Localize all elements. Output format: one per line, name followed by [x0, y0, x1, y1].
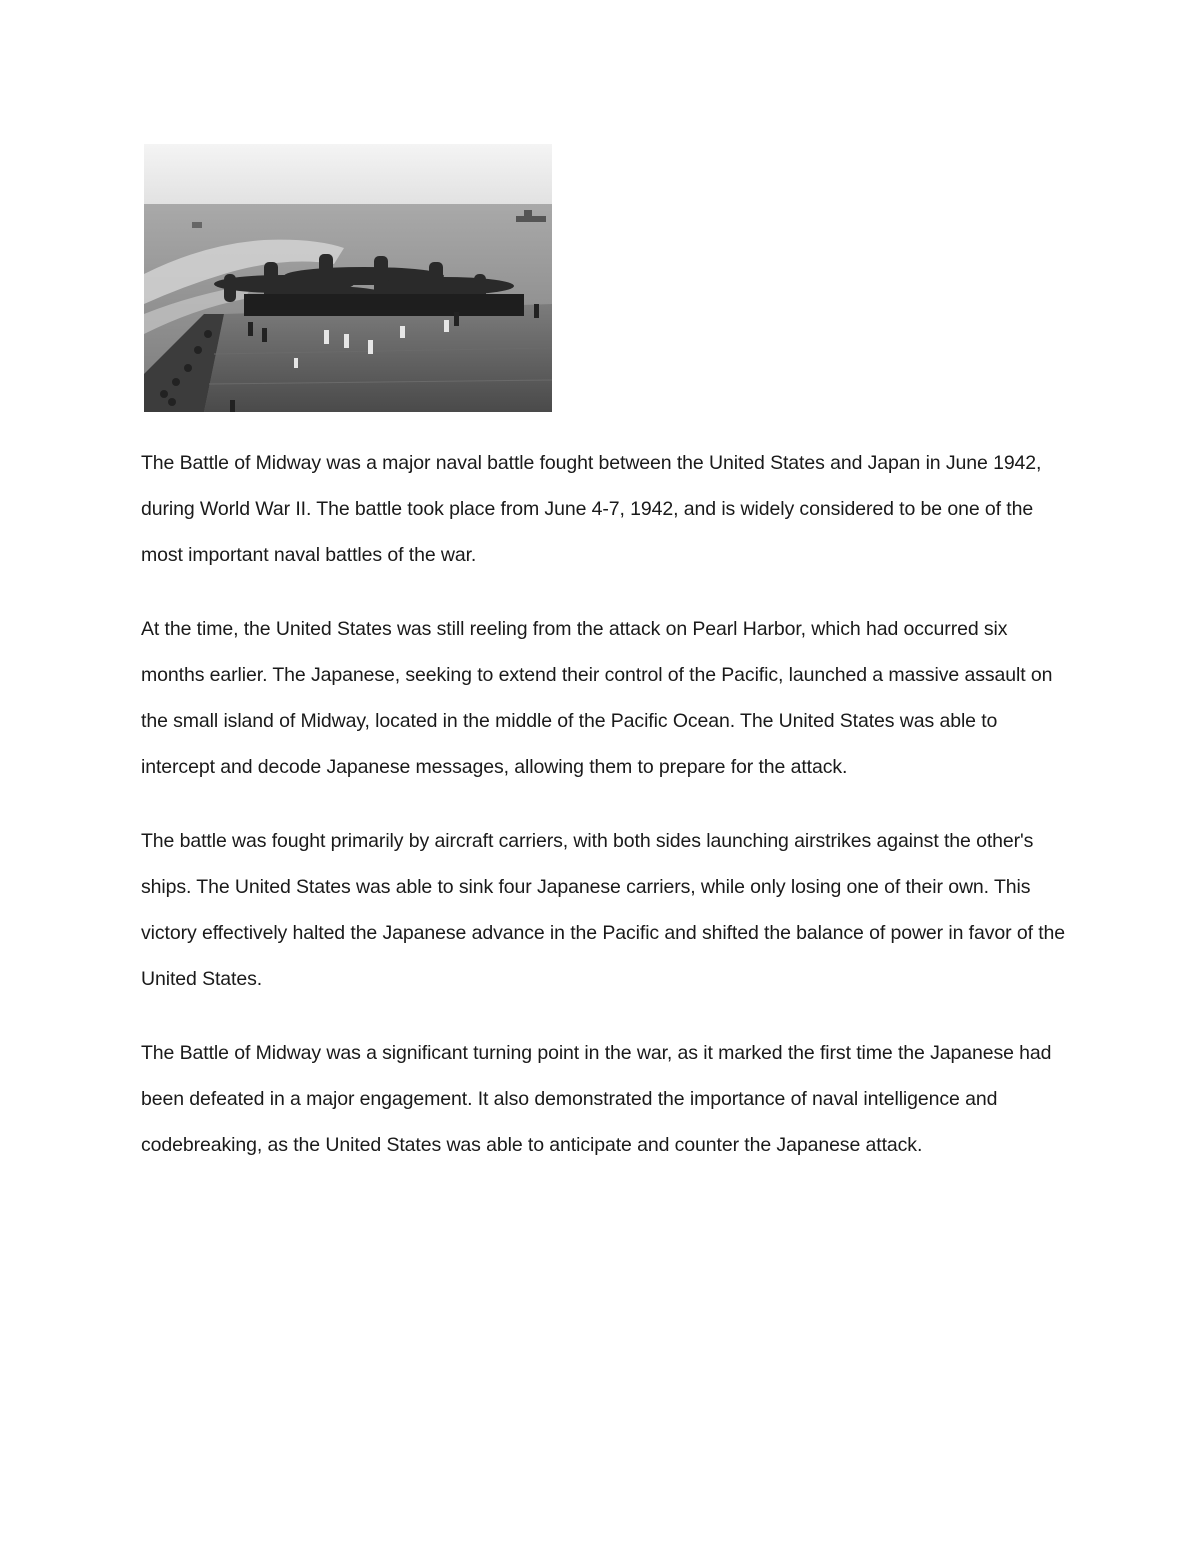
article-body — [141, 440, 1066, 1196]
paragraph-battle: The battle was fought primarily by aircraft carriers, with both sides launching airstrikes against the other's ships. The United States was able to sink four Japanese carriers, while only losing one of their own. This victory effectively halted the Japanese advance in the Pacific and shifted the balance of power in favor of the United States. — [141, 830, 1066, 990]
paragraph-background: At the time, the United States was still reeling from the attack on Pearl Harbor, which had occurred six months earlier. The Japanese, seeking to extend their control of the Pacific, launched a massive assault on the small island of Midway, located in the middle of the Pacific Ocean. The United States was able to intercept and decode Japanese messages, allowing them to prepare for the attack. — [141, 618, 1053, 778]
carrier-deck-photo — [144, 144, 552, 412]
paragraph-intro: The Battle of Midway was a major naval battle fought between the United States and Japan in June 1942, during World War II. The battle took place from June 4-7, 1942, and is widely considered to be one of the most important naval battles of the war. — [141, 452, 1042, 566]
paragraph-significance: The Battle of Midway was a significant turning point in the war, as it marked the first time the Japanese had been defeated in a major engagement. It also demonstrated the importance of naval intelligence and codebreaking, as the United States was able to anticipate and counter the Japanese attack. — [141, 1042, 1052, 1156]
